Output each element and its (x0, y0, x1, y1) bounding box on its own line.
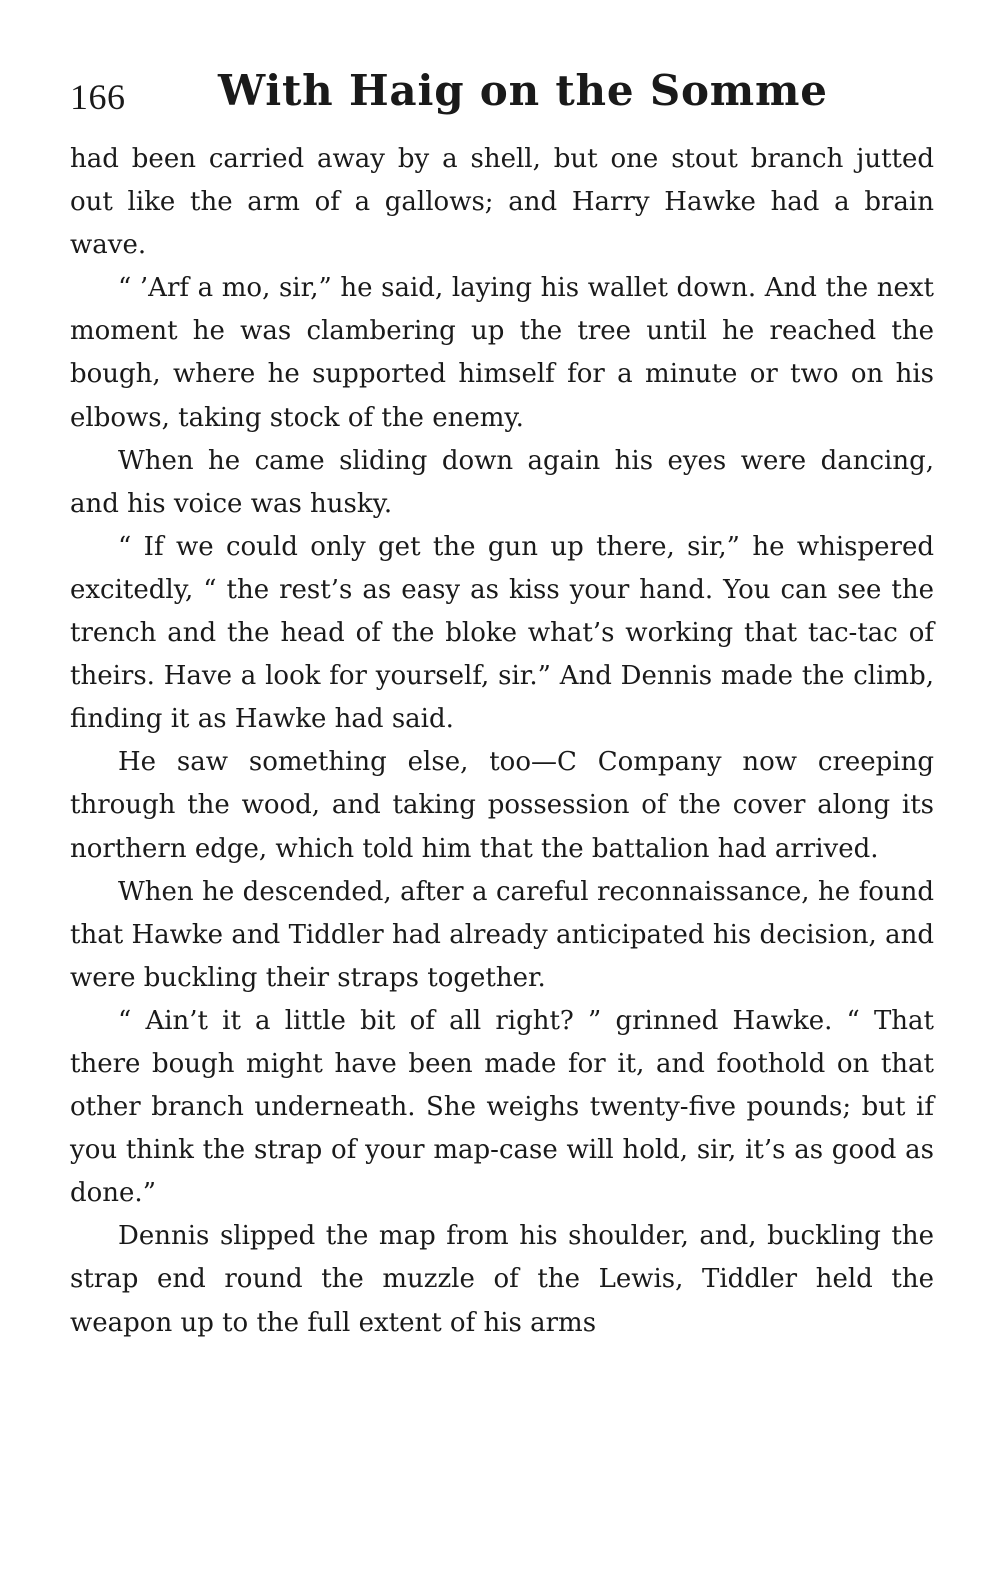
running-head (70, 66, 940, 126)
paragraph-1: had been carried away by a shell, but one stout branch jutted out like the arm of a gallows; and Harry Hawke had a brain wave. (70, 144, 934, 261)
paragraph-3: When he came sliding down again his eyes were dancing, and his voice was husky. (70, 445, 934, 519)
paragraph-5: He saw something else, too—C Company now creeping through the wood, and taking possession of the cover along its northern edge, which told him that the battalion had arrived. (70, 747, 934, 864)
body-text (70, 138, 934, 1345)
paragraph-2: “ ’Arf a mo, sir,” he said, laying his wallet down. And the next moment he was clambering up the tree until he reached the bough, where he supported himself for a minute or two on his elbows, taking stock of the enemy. (70, 273, 934, 433)
paragraph-6: When he descended, after a careful reconnaissance, he found that Hawke and Tiddler had already anticipated his decision, and were buckling their straps together. (70, 876, 934, 993)
book-title: With Haig on the Somme (218, 66, 828, 115)
paragraph-7: “ Ain’t it a little bit of all right? ” grinned Hawke. “ That there bough might have been made for it, and foothold on that other branch underneath. She weighs twenty-five pounds; but if you think the strap of your map-case will hold, sir, it’s as good as done.” (70, 1005, 934, 1209)
paragraph-8: Dennis slipped the map from his shoulder, and, buckling the strap end round the muzzle of the Lewis, Tiddler held the weapon up to the full extent of his arms (70, 1221, 934, 1338)
paragraph-4: “ If we could only get the gun up there, sir,” he whispered excitedly, “ the rest’s as easy as kiss your hand. You can see the trench and the head of the bloke what’s working that tac-tac of theirs. Have a look for yourself, sir.” And Dennis made the climb, finding it as Hawke had said. (70, 531, 934, 735)
page-number: 166 (70, 77, 126, 117)
